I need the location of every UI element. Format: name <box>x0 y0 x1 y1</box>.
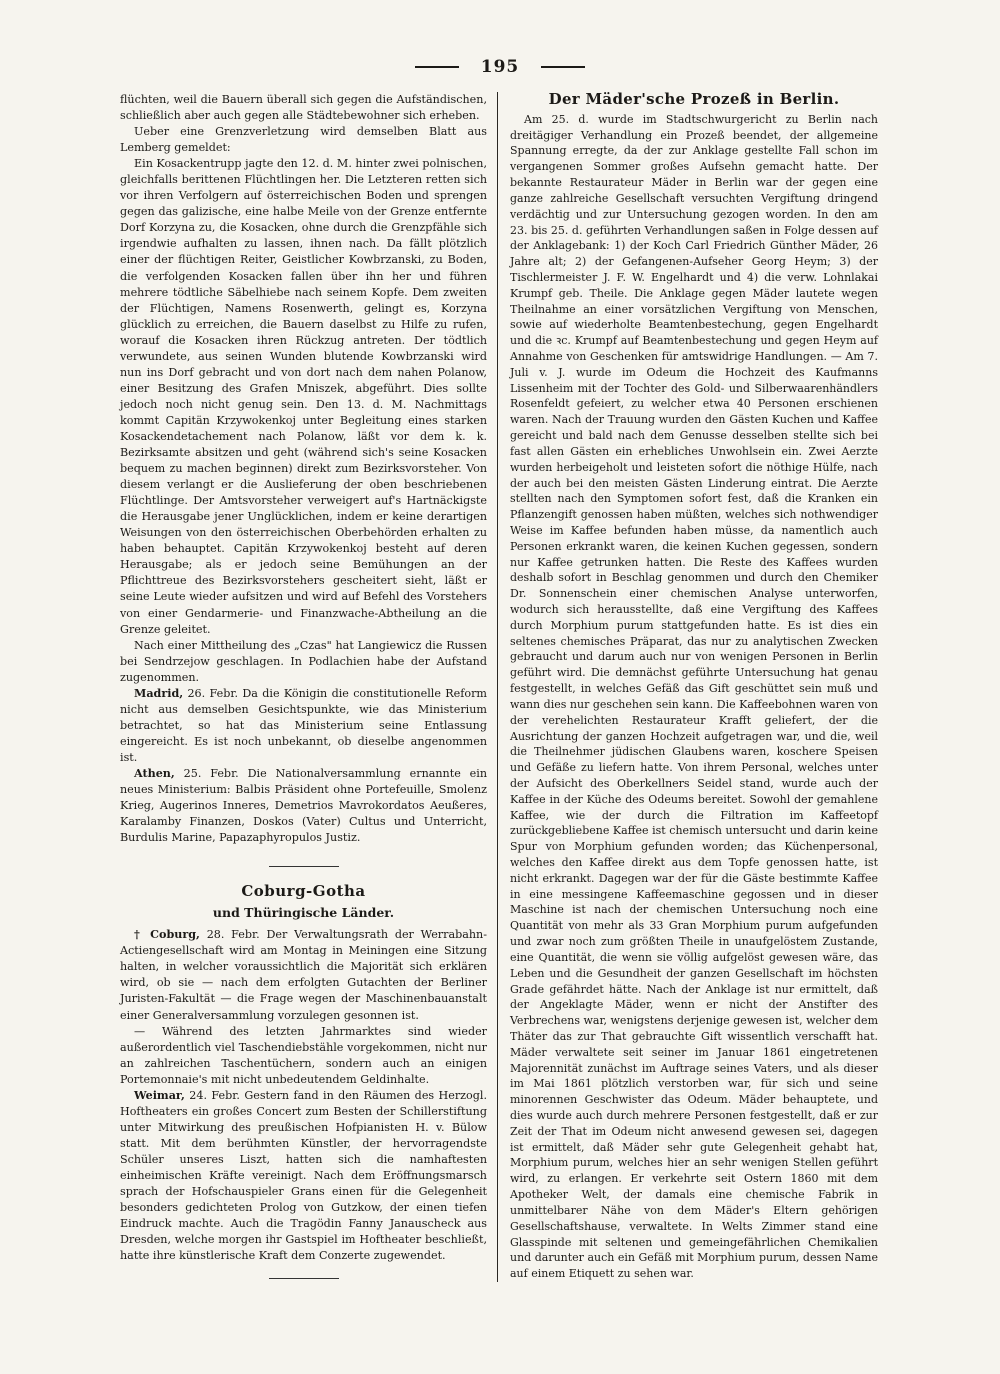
coburg-text: 28. Febr. Der Verwaltungsrath der Werrabahn-Actiengesellschaft wird am Montag in Meiningen eine Sitzung halten, in welcher voraussichtlich die Majorität sich erklären wird, ob sie — nach dem erfolgten Gutachten der Berliner Juristen-Fakultät — die Frage wegen der Maschinenbauanstalt einer Generalversammlung vorzulegen gesonnen ist. <box>120 928 487 1022</box>
weimar-item <box>120 1088 487 1265</box>
weimar-dateline: Weimar, <box>134 1088 185 1102</box>
article-title: Der Mäder'sche Prozeß in Berlin. <box>548 90 840 108</box>
coburg-dateline: † Coburg, <box>134 928 200 942</box>
athen-text: 25. Febr. Die Nationalversammlung ernannte ein neues Ministerium: Balbis Präsident ohne Portefeuille, Smolenz Krieg, Augerinos Inneres, Demetrios Mavrokordatos Aeußeres, Karalamby Finanzen, Doskos (Vater) Cultus und Unterricht, Burdulis Marine, Papazaphyropulos Justiz. <box>120 766 488 845</box>
madrid-dateline: Madrid, <box>134 686 184 700</box>
madrid-item <box>120 686 487 766</box>
left-paragraph-3: Ein Kosackentrupp jagte den 12. d. M. hinter zwei polnischen, gleichfalls berittenen Flüchtlingen her. Die Letzteren retten sich vor ihren Verfolgern auf österreichischen Boden und sprengen gegen das galizische, eine halbe Meile von der Grenze entfernte Dorf Korzyna zu, die Kosacken, ohne durch die Grenzpfähle sich irgendwie aufhalten zu lassen, ihnen nach. Da fällt plötzlich einer der flüchtigen Reiter, Geistlicher Kowbrzanski, zu Boden, die verfolgenden Kosacken fallen über ihn her und führen mehrere tödtliche Säbelhiebe nach seinem Kopfe. Dem zweiten der Flüchtigen, Namens Rosenwerth, gelingt es, Korzyna glücklich zu erreichen, die Bauern daselbst zu Hilfe zu rufen, worauf die Kosacken ihren Rückzug antreten. Der tödtlich verwundete, aus seinen Wunden blutende Kowbrzanski wird nun ins Dorf gebracht und von dort nach dem nahen Polanow, einer Besitzung des Grafen Mniszek, abgeführt. Dies sollte jedoch noch nicht genug sein. Den 13. d. M. Nachmittags kommt Capitän Krzywokenkoj unter Begleitung eines starken Kosackendetachement nach Polanow, läßt vor dem k. k. Bezirksamte absitzen und geht (während sich's seine Kosacken bequem zu machen beginnen) direkt zum Bezirksvorsteher. Von diesem verlangt er die Auslieferung der oben beschriebenen Flüchtlinge. Der Amtsvorsteher verweigert auf's Hartnäckigste die Herausgabe jener Unglücklichen, indem er keine derartigen Weisungen von den österreichischen Oberbehörden erhalten zu haben behauptet. Capitän Krzywokenkoj besteht auf deren Herausgabe; als er jedoch seine Bemühungen an der Pflichttreue des Bezirksvorstehers gescheitert sieht, läßt er seine Leute wieder aufsitzen und wird auf Befehl des Vorstehers von einer Gendarmerie- und Finanzwache-Abtheilung an die Grenze geleitet. <box>120 157 487 636</box>
section-rule <box>269 866 339 867</box>
coburg-item <box>120 927 487 1023</box>
left-paragraph-1: flüchten, weil die Bauern überall sich gegen die Aufständischen, schließlich aber auch gegen alle Städtebewohner sich erheben. <box>120 93 487 123</box>
right-paragraph-1: Am 25. d. wurde im Stadtschwurgericht zu Berlin nach dreitägiger Verhandlung ein Prozeß beendet, der allgemeine Spannung erregte, da der zur Anklage gestellte Fall schon im vergangenen Sommer großes Aufsehn gemacht hatte. Der bekannte Restaurateur Mäder in Berlin war der gegen eine ganze zahlreiche Gesellschaft versuchten Vergiftung dringend verdächtig und zur Untersuchung gezogen worden. In den am 23. bis 25. d. geführten Verhandlungen saßen in Folge dessen auf der Anklagebank: 1) der Koch Carl Friedrich Günther Mäder, 26 Jahre alt; 2) der Gefangenen-Aufseher Georg Heym; 3) der Tischlermeister J. F. W. Engelhardt und 4) die verw. Lohnlakai Krumpf geb. Theile. Die Anklage gegen Mäder lautete wegen Theilnahme an einer vorsätzlichen Vergiftung von Menschen, sowie auf wiederholte Beamtenbestechung, gegen Engelhardt und die ꝛc. Krumpf auf Beamtenbestechung und gegen Heym auf Annahme von Geschenken für amtswidrige Handlungen. — Am 7. Juli v. J. wurde im Odeum die Hochzeit des Kaufmanns Lissenheim mit der Tochter des Gold- und Silberwaarenhändlers Rosenfeldt gefeiert, zu welcher etwa 40 Personen erschienen waren. Nach der Trauung wurden den Gästen Kuchen und Kaffee gereicht und bald nach dem Genusse desselben stellte sich bei fast allen Gästen ein erhebliches Unwohlsein ein. Zwei Aerzte wurden herbeigeholt und leisteten sofort die nöthige Hülfe, nach der auch bei den meisten Gästen Linderung eintrat. Die Aerzte stellten nach den Symptomen sofort fest, daß die Kranken ein Pflanzengift genossen haben müßten, welches sich nothwendiger Weise im Kaffee befunden haben müsse, da namentlich auch Personen erkrankt waren, die keinen Kuchen gegessen, sondern nur Kaffee getrunken hatten. Die Reste des Kaffees wurden deshalb sofort in Beschlag genommen und durch den Chemiker Dr. Sonnenschein einer chemischen Analyse unterworfen, wodurch sich herausstellte, daß eine Vergiftung des Kaffees durch Morphium purum stattgefunden hatte. Es ist dies ein seltenes chemisches Präparat, das nur zu analytischen Zwecken gebraucht und darum auch nur von wenigen Personen in Berlin geführt wird. Die demnächst geführte Untersuchung hat genau festgestellt, in welches Gefäß das Gift geschüttet sein muß und wann dies nur geschehen sein kann. Die Kaffeebohnen waren von der verehelichten Restaurateur Krafft geliefert, der die Ausrichtung der ganzen Hochzeit aufgetragen war, und die, weil die Theilnehmer jüdischen Glaubens waren, koschere Speisen und Gefäße zu liefern hatte. Von ihrem Personal, welches unter der Aufsicht des Oberkellners Seidel stand, wurde auch der Kaffee in der Küche des Odeums bereitet. Sowohl der gemahlene Kaffee, wie der durch die Filtration im Kaffeetopf zurückgebliebene Kaffee ist chemisch untersucht und darin keine Spur von Morphium gefunden worden; das Küchenpersonal, welches den Kaffee direkt aus dem Topfe genossen hatte, ist nicht erkrankt. Dagegen war der für die Gäste bestimmte Kaffee in eine messingene Kaffeemaschine gegossen und in dieser Maschine ist nach der chemischen Untersuchung noch eine Quantität von mehr als 33 Gran Morphium purum aufgefunden und zwar noch zum größten Theile in unaufgelöstem Zustande, eine Quantität, die wenn sie völlig aufgelöst gewesen wäre, das Leben und die Gesundheit der ganzen Gesellschaft im höchsten Grade gefährdet hätte. Nach der Anklage ist nur ermittelt, daß der Angeklagte Mäder, wenn er nicht der Anstifter des Verbrechens war, wenigstens derjenige gewesen ist, welcher dem Thäter das zur That gebrauchte Gift wissentlich verschafft hat. Mäder verwaltete seit seiner im Januar 1861 eingetretenen Majorennität zunächst im Auftrage seines Vaters, und als dieser im Mai 1861 plötzlich verstorben war, für sich und seine minorennen Geschwister das Odeum. Mäder behauptete, und dies wurde auch durch mehrere Personen festgestellt, daß er zur Zeit der That im Odeum nicht anwesend gewesen sei, dagegen ist ermittelt, daß Mäder sehr gute Gelegenheit gehabt hat, Morphium purum, welches hier an sehr wenigen Stellen geführt wird, zu erlangen. Er verkehrte seit Ostern 1860 mit dem Apotheker Welt, der damals eine chemische Fabrik in unmittelbarer Nähe von dem Mäder's Eltern gehörigen Gesellschaftshause, verwaltete. In Welts Zimmer stand eine Glasspinde mit seltenen und gemeingefährlichen Chemikalien und darunter auch ein Gefäß mit Morphium purum, dessen Name auf einem Etiquett zu sehen war. <box>510 112 878 1281</box>
section-subtitle: und Thüringische Länder. <box>212 905 395 921</box>
page-header <box>0 56 1000 78</box>
left-column <box>120 92 487 1279</box>
right-column <box>510 92 878 1282</box>
bottom-rule <box>269 1278 339 1279</box>
athen-item <box>120 766 487 846</box>
column-divider <box>497 92 498 1282</box>
section-heading <box>120 866 487 921</box>
athen-dateline: Athen, <box>134 766 175 780</box>
header-rule-right <box>541 66 585 68</box>
coburg-item-2: — Während des letzten Jahrmarktes sind wieder außerordentlich viel Taschendiebstähle vorgekommen, nicht nur an zahlreichen Taschentüchern, sondern auch an einigen Portemonnaie's mit nicht unbedeutendem Geldinhalte. <box>120 1024 487 1086</box>
section-title: Coburg-Gotha <box>241 882 366 901</box>
weimar-text: 24. Febr. Gestern fand in den Räumen des Herzogl. Hoftheaters ein großes Concert zum Besten der Schillerstiftung unter Mitwirkung des preußischen Hofpianisten H. v. Bülow statt. Mit dem berühmten Künstler, der hervorragendste Schüler unseres Liszt, hatten sich die namhaftesten einheimischen Kräfte vereinigt. Nach dem Eröffnungsmarsch sprach der Hofschauspieler Grans einen für die Gelegenheit besonders gedichteten Prolog von Gutzkow, der einen tiefen Eindruck machte. Auch die Tragödin Fanny Janauscheck aus Dresden, welche morgen ihr Gastspiel im Hoftheater beschließt, hatte ihre künstlerische Kraft dem Conzerte zugewendet. <box>120 1088 487 1263</box>
header-rule-left <box>415 66 459 68</box>
page-number: 195 <box>480 57 520 77</box>
madrid-text: 26. Febr. Da die Königin die constitutionelle Reform nicht aus demselben Gesichtspunkte, wie das Ministerium betrachtet, so hat das Ministerium seine Entlassung eingereicht. Es ist noch unbekannt, ob dieselbe angenommen ist. <box>120 686 487 764</box>
left-paragraph-4: Nach einer Mittheilung des „Czas" hat Langiewicz die Russen bei Sendrzejow geschlagen. In Podlachien habe der Aufstand zugenommen. <box>120 638 487 684</box>
left-paragraph-2: Ueber eine Grenzverletzung wird demselben Blatt aus Lemberg gemeldet: <box>120 125 487 155</box>
